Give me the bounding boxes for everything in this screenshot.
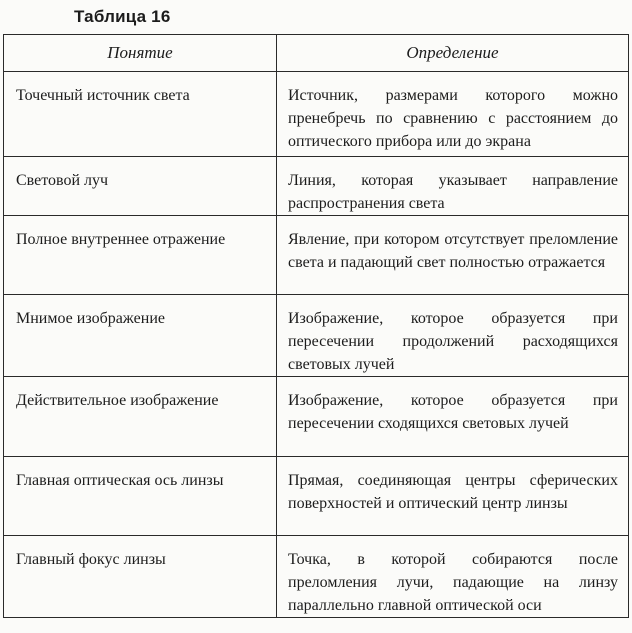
term-cell: Мнимое изображение [4,295,277,377]
table-row [4,216,629,295]
term-cell: Главный фокус линзы [4,536,277,618]
definition-cell: Линия, которая указывает направление распространения света [277,157,629,216]
table-row [4,377,629,457]
definition-cell: Источник, размерами которого можно пренебречь по сравнению с расстоянием до оптического прибора или до экрана [277,72,629,157]
definition-cell: Точка, в которой собираются после преломления лучи, падающие на линзу параллельно главной оптической оси [277,536,629,618]
header-term: Понятие [4,35,277,72]
table-header-row [4,35,629,72]
definition-cell: Явление, при котором отсутствует преломление света и падающий свет полностью отражается [277,216,629,295]
term-cell: Полное внутреннее отражение [4,216,277,295]
table-row [4,157,629,216]
table-row [4,457,629,536]
table-row [4,295,629,377]
glossary-table [3,34,629,618]
definition-cell: Изображение, которое образуется при пересечении сходящихся световых лучей [277,377,629,457]
table-row [4,536,629,618]
term-cell: Главная оптическая ось линзы [4,457,277,536]
term-cell: Световой луч [4,157,277,216]
table-row [4,72,629,157]
term-cell: Действительное изображение [4,377,277,457]
header-definition: Определение [277,35,629,72]
term-cell: Точечный источник света [4,72,277,157]
definition-cell: Прямая, соединяющая центры сферических поверхностей и оптический центр линзы [277,457,629,536]
table-caption: Таблица 16 [74,7,171,26]
definition-cell: Изображение, которое образуется при пересечении продолжений расходящихся световых лучей [277,295,629,377]
